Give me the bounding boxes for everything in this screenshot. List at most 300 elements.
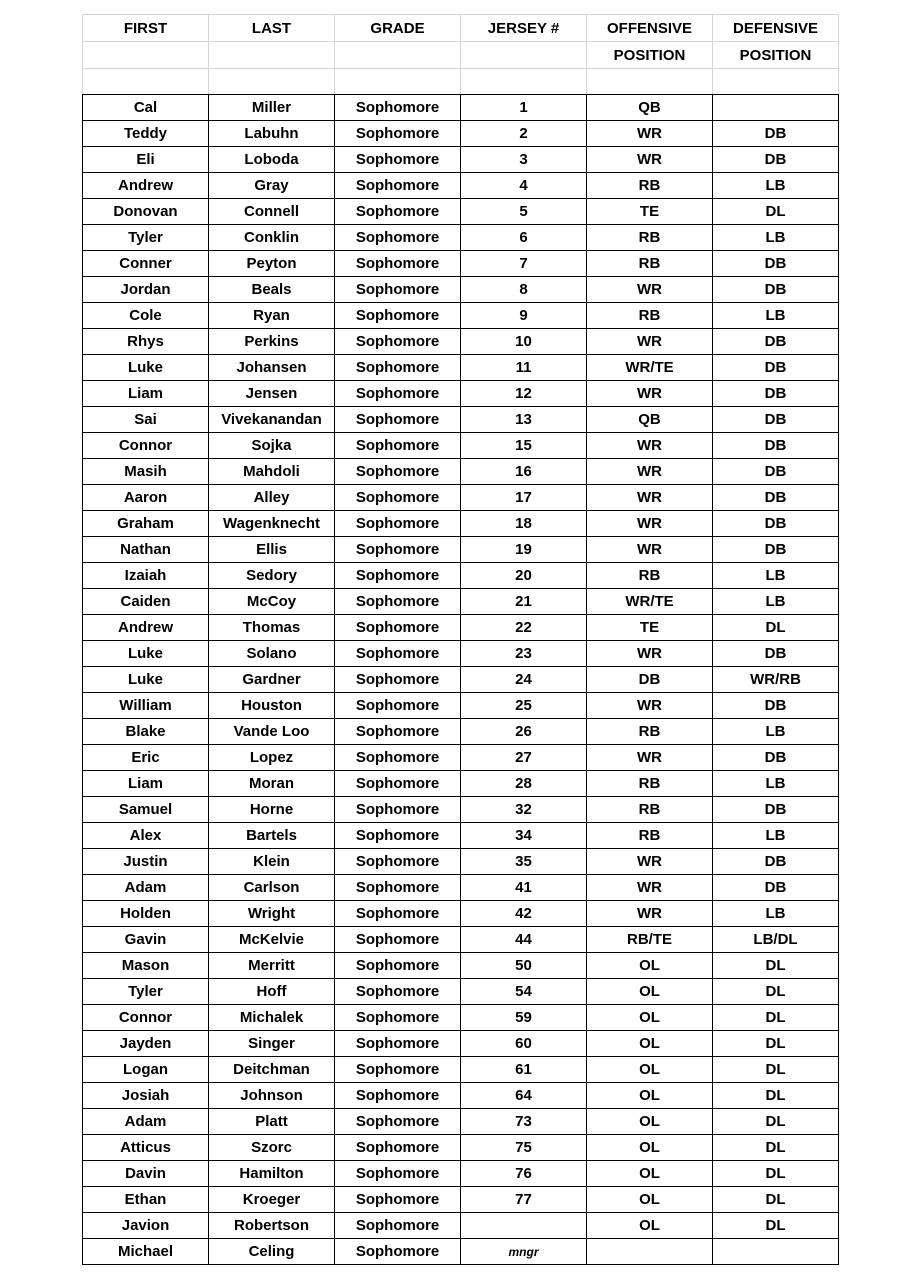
offensive-position-cell: OL: [587, 979, 713, 1005]
table-row: [83, 1031, 839, 1057]
jersey-cell: 10: [461, 329, 587, 355]
defensive-position-cell: DL: [713, 1005, 839, 1031]
jersey-cell: 32: [461, 797, 587, 823]
first-name-cell: Cole: [83, 303, 209, 329]
defensive-position-cell: DL: [713, 953, 839, 979]
jersey-cell: 75: [461, 1135, 587, 1161]
first-name-cell: Graham: [83, 511, 209, 537]
last-name-cell: Moran: [209, 771, 335, 797]
first-name-cell: Blake: [83, 719, 209, 745]
first-name-cell: Masih: [83, 459, 209, 485]
table-row: [83, 745, 839, 771]
first-name-cell: Justin: [83, 849, 209, 875]
defensive-position-cell: LB: [713, 901, 839, 927]
defensive-position-cell: DB: [713, 797, 839, 823]
header-first: FIRST: [83, 15, 209, 42]
table-row: [83, 615, 839, 641]
header-row: [83, 15, 839, 42]
first-name-cell: Logan: [83, 1057, 209, 1083]
table-row: [83, 1161, 839, 1187]
first-name-cell: Donovan: [83, 199, 209, 225]
jersey-cell: [461, 1213, 587, 1239]
offensive-position-cell: RB: [587, 173, 713, 199]
table-row: [83, 407, 839, 433]
grade-cell: Sophomore: [335, 95, 461, 121]
offensive-position-cell: QB: [587, 407, 713, 433]
last-name-cell: Wagenknecht: [209, 511, 335, 537]
defensive-position-cell: LB: [713, 771, 839, 797]
defensive-position-cell: DL: [713, 1213, 839, 1239]
table-row: [83, 121, 839, 147]
offensive-position-cell: WR: [587, 147, 713, 173]
defensive-position-cell: DB: [713, 641, 839, 667]
header-defensive: DEFENSIVE: [713, 15, 839, 42]
header-offensive: OFFENSIVE: [587, 15, 713, 42]
last-name-cell: Solano: [209, 641, 335, 667]
jersey-cell: 2: [461, 121, 587, 147]
first-name-cell: Aaron: [83, 485, 209, 511]
jersey-cell: 42: [461, 901, 587, 927]
defensive-position-cell: DB: [713, 381, 839, 407]
table-row: [83, 1109, 839, 1135]
last-name-cell: Thomas: [209, 615, 335, 641]
grade-cell: Sophomore: [335, 667, 461, 693]
jersey-cell: 61: [461, 1057, 587, 1083]
jersey-cell: 6: [461, 225, 587, 251]
grade-cell: Sophomore: [335, 303, 461, 329]
table-row: [83, 459, 839, 485]
table-row: [83, 953, 839, 979]
table-row: [83, 225, 839, 251]
table-row: [83, 719, 839, 745]
defensive-position-cell: LB: [713, 823, 839, 849]
first-name-cell: Samuel: [83, 797, 209, 823]
offensive-position-cell: OL: [587, 1135, 713, 1161]
grade-cell: Sophomore: [335, 745, 461, 771]
last-name-cell: Gardner: [209, 667, 335, 693]
first-name-cell: Atticus: [83, 1135, 209, 1161]
table-row: [83, 1187, 839, 1213]
offensive-position-cell: WR: [587, 641, 713, 667]
empty-cell: [713, 69, 839, 95]
first-name-cell: Alex: [83, 823, 209, 849]
jersey-cell: 3: [461, 147, 587, 173]
defensive-position-cell: DL: [713, 615, 839, 641]
defensive-position-cell: DB: [713, 693, 839, 719]
offensive-position-cell: TE: [587, 199, 713, 225]
offensive-position-cell: RB: [587, 771, 713, 797]
jersey-cell: 4: [461, 173, 587, 199]
first-name-cell: Connor: [83, 1005, 209, 1031]
grade-cell: Sophomore: [335, 433, 461, 459]
grade-cell: Sophomore: [335, 1135, 461, 1161]
last-name-cell: Szorc: [209, 1135, 335, 1161]
last-name-cell: Wright: [209, 901, 335, 927]
offensive-position-cell: WR/TE: [587, 589, 713, 615]
last-name-cell: Hoff: [209, 979, 335, 1005]
offensive-position-cell: WR: [587, 485, 713, 511]
offensive-position-cell: OL: [587, 1057, 713, 1083]
last-name-cell: Houston: [209, 693, 335, 719]
header-jersey: JERSEY #: [461, 15, 587, 42]
table-row: [83, 251, 839, 277]
table-row: [83, 1135, 839, 1161]
offensive-position-cell: DB: [587, 667, 713, 693]
grade-cell: Sophomore: [335, 953, 461, 979]
jersey-cell: 9: [461, 303, 587, 329]
last-name-cell: McKelvie: [209, 927, 335, 953]
first-name-cell: Teddy: [83, 121, 209, 147]
offensive-position-cell: OL: [587, 1083, 713, 1109]
first-name-cell: Rhys: [83, 329, 209, 355]
last-name-cell: Sojka: [209, 433, 335, 459]
grade-cell: Sophomore: [335, 537, 461, 563]
defensive-position-cell: DB: [713, 147, 839, 173]
table-row: [83, 485, 839, 511]
offensive-position-cell: WR: [587, 277, 713, 303]
grade-cell: Sophomore: [335, 823, 461, 849]
last-name-cell: McCoy: [209, 589, 335, 615]
last-name-cell: Kroeger: [209, 1187, 335, 1213]
table-row: [83, 979, 839, 1005]
first-name-cell: Gavin: [83, 927, 209, 953]
table-row: [83, 563, 839, 589]
grade-cell: Sophomore: [335, 1213, 461, 1239]
first-name-cell: Javion: [83, 1213, 209, 1239]
defensive-position-cell: DB: [713, 407, 839, 433]
table-row: [83, 641, 839, 667]
grade-cell: Sophomore: [335, 225, 461, 251]
table-row: [83, 1005, 839, 1031]
header-cell: [461, 42, 587, 69]
jersey-cell: 23: [461, 641, 587, 667]
first-name-cell: Jayden: [83, 1031, 209, 1057]
defensive-position-cell: DB: [713, 849, 839, 875]
jersey-cell: 25: [461, 693, 587, 719]
offensive-position-cell: WR: [587, 511, 713, 537]
defensive-position-cell: LB: [713, 719, 839, 745]
grade-cell: Sophomore: [335, 251, 461, 277]
first-name-cell: Mason: [83, 953, 209, 979]
spacer-row: [83, 69, 839, 95]
header-offensive-position: POSITION: [587, 42, 713, 69]
jersey-cell: 17: [461, 485, 587, 511]
grade-cell: Sophomore: [335, 121, 461, 147]
jersey-cell: 60: [461, 1031, 587, 1057]
defensive-position-cell: DL: [713, 1135, 839, 1161]
grade-cell: Sophomore: [335, 927, 461, 953]
grade-cell: Sophomore: [335, 849, 461, 875]
last-name-cell: Robertson: [209, 1213, 335, 1239]
first-name-cell: Andrew: [83, 615, 209, 641]
table-row: [83, 173, 839, 199]
last-name-cell: Klein: [209, 849, 335, 875]
table-row: [83, 693, 839, 719]
offensive-position-cell: [587, 1239, 713, 1265]
jersey-cell: 54: [461, 979, 587, 1005]
last-name-cell: Bartels: [209, 823, 335, 849]
last-name-cell: Mahdoli: [209, 459, 335, 485]
grade-cell: Sophomore: [335, 797, 461, 823]
grade-cell: Sophomore: [335, 329, 461, 355]
grade-cell: Sophomore: [335, 199, 461, 225]
offensive-position-cell: WR: [587, 459, 713, 485]
grade-cell: Sophomore: [335, 1239, 461, 1265]
first-name-cell: Michael: [83, 1239, 209, 1265]
grade-cell: Sophomore: [335, 875, 461, 901]
first-name-cell: Luke: [83, 355, 209, 381]
roster-sheet: [82, 14, 838, 1265]
table-row: [83, 95, 839, 121]
empty-cell: [83, 69, 209, 95]
offensive-position-cell: RB: [587, 797, 713, 823]
grade-cell: Sophomore: [335, 719, 461, 745]
grade-cell: Sophomore: [335, 511, 461, 537]
header-cell: [335, 42, 461, 69]
first-name-cell: Andrew: [83, 173, 209, 199]
table-row: [83, 355, 839, 381]
table-row: [83, 823, 839, 849]
last-name-cell: Merritt: [209, 953, 335, 979]
empty-cell: [335, 69, 461, 95]
offensive-position-cell: OL: [587, 953, 713, 979]
grade-cell: Sophomore: [335, 1057, 461, 1083]
last-name-cell: Vivekanandan: [209, 407, 335, 433]
first-name-cell: Liam: [83, 381, 209, 407]
defensive-position-cell: DL: [713, 1187, 839, 1213]
header-grade: GRADE: [335, 15, 461, 42]
first-name-cell: Nathan: [83, 537, 209, 563]
last-name-cell: Miller: [209, 95, 335, 121]
defensive-position-cell: WR/RB: [713, 667, 839, 693]
grade-cell: Sophomore: [335, 459, 461, 485]
empty-cell: [587, 69, 713, 95]
header-last: LAST: [209, 15, 335, 42]
grade-cell: Sophomore: [335, 381, 461, 407]
last-name-cell: Vande Loo: [209, 719, 335, 745]
offensive-position-cell: RB: [587, 563, 713, 589]
defensive-position-cell: DL: [713, 979, 839, 1005]
defensive-position-cell: DB: [713, 277, 839, 303]
defensive-position-cell: DB: [713, 511, 839, 537]
defensive-position-cell: DL: [713, 1109, 839, 1135]
jersey-cell: 13: [461, 407, 587, 433]
jersey-cell: 15: [461, 433, 587, 459]
table-row: [83, 771, 839, 797]
table-row: [83, 329, 839, 355]
last-name-cell: Connell: [209, 199, 335, 225]
jersey-cell: 34: [461, 823, 587, 849]
jersey-cell: mngr: [461, 1239, 587, 1265]
jersey-cell: 27: [461, 745, 587, 771]
jersey-cell: 64: [461, 1083, 587, 1109]
defensive-position-cell: DB: [713, 355, 839, 381]
offensive-position-cell: OL: [587, 1109, 713, 1135]
offensive-position-cell: RB: [587, 225, 713, 251]
defensive-position-cell: LB: [713, 173, 839, 199]
table-row: [83, 199, 839, 225]
jersey-cell: 26: [461, 719, 587, 745]
defensive-position-cell: DB: [713, 459, 839, 485]
empty-cell: [209, 69, 335, 95]
last-name-cell: Alley: [209, 485, 335, 511]
first-name-cell: Cal: [83, 95, 209, 121]
offensive-position-cell: WR: [587, 875, 713, 901]
table-row: [83, 875, 839, 901]
offensive-position-cell: OL: [587, 1187, 713, 1213]
grade-cell: Sophomore: [335, 1187, 461, 1213]
defensive-position-cell: LB: [713, 563, 839, 589]
first-name-cell: Eli: [83, 147, 209, 173]
last-name-cell: Ryan: [209, 303, 335, 329]
jersey-cell: 21: [461, 589, 587, 615]
header-cell: [83, 42, 209, 69]
last-name-cell: Carlson: [209, 875, 335, 901]
defensive-position-cell: DL: [713, 1031, 839, 1057]
jersey-cell: 50: [461, 953, 587, 979]
table-row: [83, 537, 839, 563]
table-row: [83, 589, 839, 615]
header-row-2: [83, 42, 839, 69]
jersey-cell: 28: [461, 771, 587, 797]
jersey-cell: 59: [461, 1005, 587, 1031]
jersey-cell: 12: [461, 381, 587, 407]
offensive-position-cell: WR: [587, 433, 713, 459]
jersey-cell: 8: [461, 277, 587, 303]
table-row: [83, 433, 839, 459]
last-name-cell: Sedory: [209, 563, 335, 589]
offensive-position-cell: WR: [587, 901, 713, 927]
last-name-cell: Peyton: [209, 251, 335, 277]
defensive-position-cell: DB: [713, 875, 839, 901]
jersey-cell: 18: [461, 511, 587, 537]
offensive-position-cell: OL: [587, 1213, 713, 1239]
table-row: [83, 849, 839, 875]
offensive-position-cell: WR: [587, 849, 713, 875]
grade-cell: Sophomore: [335, 1031, 461, 1057]
offensive-position-cell: WR: [587, 745, 713, 771]
defensive-position-cell: LB: [713, 589, 839, 615]
first-name-cell: Luke: [83, 667, 209, 693]
last-name-cell: Deitchman: [209, 1057, 335, 1083]
last-name-cell: Michalek: [209, 1005, 335, 1031]
offensive-position-cell: RB: [587, 251, 713, 277]
offensive-position-cell: WR: [587, 381, 713, 407]
jersey-cell: 1: [461, 95, 587, 121]
offensive-position-cell: WR: [587, 537, 713, 563]
last-name-cell: Labuhn: [209, 121, 335, 147]
grade-cell: Sophomore: [335, 407, 461, 433]
first-name-cell: Ethan: [83, 1187, 209, 1213]
grade-cell: Sophomore: [335, 355, 461, 381]
defensive-position-cell: LB: [713, 303, 839, 329]
offensive-position-cell: TE: [587, 615, 713, 641]
jersey-cell: 22: [461, 615, 587, 641]
grade-cell: Sophomore: [335, 1083, 461, 1109]
first-name-cell: Izaiah: [83, 563, 209, 589]
jersey-cell: 5: [461, 199, 587, 225]
offensive-position-cell: WR/TE: [587, 355, 713, 381]
table-row: [83, 381, 839, 407]
last-name-cell: Johnson: [209, 1083, 335, 1109]
table-row: [83, 511, 839, 537]
last-name-cell: Horne: [209, 797, 335, 823]
last-name-cell: Ellis: [209, 537, 335, 563]
jersey-cell: 73: [461, 1109, 587, 1135]
defensive-position-cell: DB: [713, 251, 839, 277]
last-name-cell: Platt: [209, 1109, 335, 1135]
jersey-cell: 44: [461, 927, 587, 953]
jersey-cell: 24: [461, 667, 587, 693]
defensive-position-cell: DL: [713, 199, 839, 225]
offensive-position-cell: OL: [587, 1031, 713, 1057]
table-row: [83, 277, 839, 303]
defensive-position-cell: [713, 1239, 839, 1265]
defensive-position-cell: DB: [713, 537, 839, 563]
grade-cell: Sophomore: [335, 693, 461, 719]
first-name-cell: Tyler: [83, 225, 209, 251]
grade-cell: Sophomore: [335, 1005, 461, 1031]
header-cell: [209, 42, 335, 69]
first-name-cell: Liam: [83, 771, 209, 797]
offensive-position-cell: WR: [587, 693, 713, 719]
grade-cell: Sophomore: [335, 485, 461, 511]
grade-cell: Sophomore: [335, 1109, 461, 1135]
first-name-cell: Sai: [83, 407, 209, 433]
grade-cell: Sophomore: [335, 173, 461, 199]
table-row: [83, 667, 839, 693]
offensive-position-cell: WR: [587, 329, 713, 355]
defensive-position-cell: LB: [713, 225, 839, 251]
grade-cell: Sophomore: [335, 147, 461, 173]
first-name-cell: William: [83, 693, 209, 719]
grade-cell: Sophomore: [335, 277, 461, 303]
last-name-cell: Gray: [209, 173, 335, 199]
first-name-cell: Eric: [83, 745, 209, 771]
first-name-cell: Josiah: [83, 1083, 209, 1109]
offensive-position-cell: OL: [587, 1005, 713, 1031]
first-name-cell: Adam: [83, 1109, 209, 1135]
last-name-cell: Jensen: [209, 381, 335, 407]
empty-cell: [461, 69, 587, 95]
defensive-position-cell: DB: [713, 485, 839, 511]
jersey-cell: 76: [461, 1161, 587, 1187]
first-name-cell: Holden: [83, 901, 209, 927]
defensive-position-cell: LB/DL: [713, 927, 839, 953]
first-name-cell: Adam: [83, 875, 209, 901]
offensive-position-cell: OL: [587, 1161, 713, 1187]
offensive-position-cell: RB: [587, 823, 713, 849]
table-row: [83, 1213, 839, 1239]
offensive-position-cell: RB: [587, 303, 713, 329]
grade-cell: Sophomore: [335, 563, 461, 589]
defensive-position-cell: DB: [713, 121, 839, 147]
first-name-cell: Jordan: [83, 277, 209, 303]
last-name-cell: Lopez: [209, 745, 335, 771]
last-name-cell: Conklin: [209, 225, 335, 251]
table-row: [83, 1057, 839, 1083]
jersey-cell: 77: [461, 1187, 587, 1213]
defensive-position-cell: DB: [713, 745, 839, 771]
table-row: [83, 901, 839, 927]
jersey-cell: 20: [461, 563, 587, 589]
roster-table-body: [83, 15, 839, 1265]
table-row: [83, 927, 839, 953]
table-row: [83, 303, 839, 329]
offensive-position-cell: RB/TE: [587, 927, 713, 953]
jersey-cell: 19: [461, 537, 587, 563]
jersey-cell: 7: [461, 251, 587, 277]
